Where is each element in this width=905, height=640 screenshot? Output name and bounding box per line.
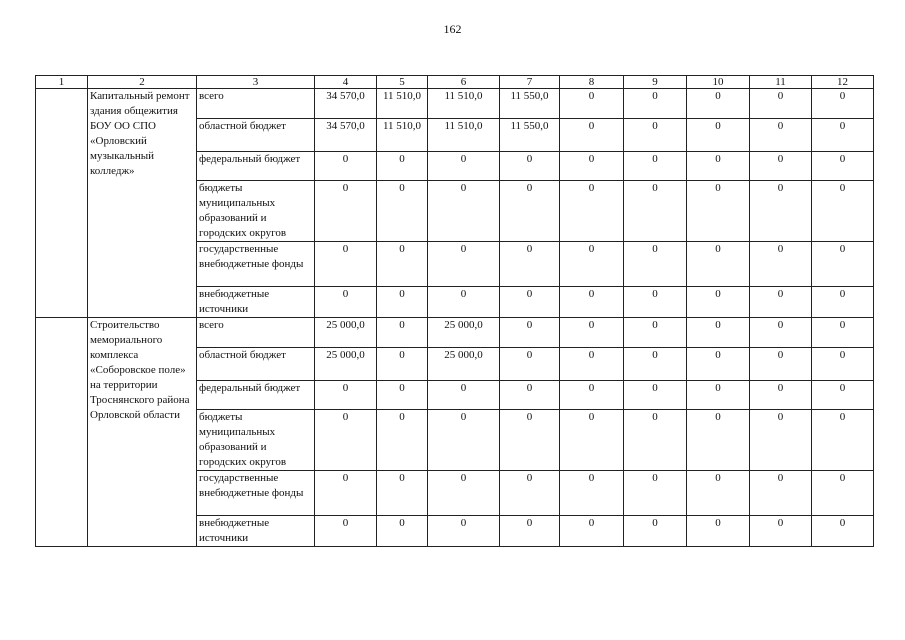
value-cell: 0 <box>500 516 560 547</box>
value-cell: 0 <box>812 89 874 119</box>
value-cell: 0 <box>315 410 377 471</box>
value-cell: 0 <box>315 181 377 242</box>
value-cell: 0 <box>377 471 428 516</box>
column-header: 9 <box>624 76 687 89</box>
value-cell: 0 <box>750 516 812 547</box>
value-cell: 0 <box>428 181 500 242</box>
value-cell: 0 <box>812 242 874 287</box>
value-cell: 0 <box>812 348 874 381</box>
value-cell: 0 <box>624 381 687 410</box>
value-cell: 0 <box>315 152 377 181</box>
value-cell: 0 <box>500 152 560 181</box>
funding-source-cell: государственные внебюджетные фонды <box>197 471 315 516</box>
column-header: 8 <box>560 76 624 89</box>
value-cell: 0 <box>377 381 428 410</box>
value-cell: 0 <box>687 89 750 119</box>
value-cell: 0 <box>315 242 377 287</box>
value-cell: 0 <box>624 410 687 471</box>
value-cell: 0 <box>560 318 624 348</box>
value-cell: 0 <box>624 152 687 181</box>
column-header: 5 <box>377 76 428 89</box>
value-cell: 0 <box>315 471 377 516</box>
value-cell: 0 <box>750 89 812 119</box>
column-header: 1 <box>36 76 88 89</box>
value-cell: 0 <box>377 318 428 348</box>
value-cell: 0 <box>560 242 624 287</box>
item-number-cell <box>36 318 88 547</box>
value-cell: 0 <box>624 119 687 152</box>
value-cell: 0 <box>624 287 687 318</box>
column-header: 10 <box>687 76 750 89</box>
table-row <box>36 89 874 119</box>
value-cell: 0 <box>750 471 812 516</box>
value-cell: 0 <box>560 381 624 410</box>
value-cell: 0 <box>377 152 428 181</box>
value-cell: 0 <box>687 348 750 381</box>
value-cell: 0 <box>428 516 500 547</box>
value-cell: 0 <box>500 242 560 287</box>
value-cell: 0 <box>428 471 500 516</box>
value-cell: 0 <box>624 89 687 119</box>
value-cell: 0 <box>377 410 428 471</box>
value-cell: 0 <box>812 287 874 318</box>
header-row <box>36 76 874 89</box>
value-cell: 0 <box>624 181 687 242</box>
table-header <box>36 76 874 89</box>
value-cell: 0 <box>812 471 874 516</box>
project-name-cell: Строительство мемориального комплекса «Соборовское поле» на территории Троснянского района Орловской области <box>88 318 197 547</box>
value-cell: 0 <box>315 381 377 410</box>
value-cell: 0 <box>560 152 624 181</box>
value-cell: 0 <box>750 348 812 381</box>
value-cell: 0 <box>624 516 687 547</box>
value-cell: 0 <box>812 410 874 471</box>
column-header: 12 <box>812 76 874 89</box>
value-cell: 0 <box>560 89 624 119</box>
value-cell: 0 <box>428 410 500 471</box>
value-cell: 25 000,0 <box>315 318 377 348</box>
value-cell: 0 <box>750 242 812 287</box>
value-cell: 0 <box>500 410 560 471</box>
funding-source-cell: бюджеты муниципальных образований и городских округов <box>197 181 315 242</box>
table-body <box>36 89 874 547</box>
value-cell: 0 <box>560 471 624 516</box>
value-cell: 11 510,0 <box>428 119 500 152</box>
value-cell: 0 <box>377 287 428 318</box>
value-cell: 0 <box>315 516 377 547</box>
column-header: 2 <box>88 76 197 89</box>
value-cell: 0 <box>624 348 687 381</box>
value-cell: 0 <box>377 348 428 381</box>
value-cell: 0 <box>500 381 560 410</box>
value-cell: 0 <box>624 242 687 287</box>
value-cell: 11 510,0 <box>377 89 428 119</box>
value-cell: 0 <box>500 181 560 242</box>
value-cell: 0 <box>687 119 750 152</box>
column-header: 11 <box>750 76 812 89</box>
value-cell: 0 <box>428 381 500 410</box>
value-cell: 0 <box>428 287 500 318</box>
value-cell: 0 <box>812 181 874 242</box>
funding-source-cell: бюджеты муниципальных образований и городских округов <box>197 410 315 471</box>
page-number: 162 <box>443 22 462 36</box>
value-cell: 0 <box>624 471 687 516</box>
funding-source-cell: федеральный бюджет <box>197 152 315 181</box>
funding-source-cell: областной бюджет <box>197 348 315 381</box>
column-header: 4 <box>315 76 377 89</box>
funding-source-cell: внебюджетные источники <box>197 516 315 547</box>
column-header: 6 <box>428 76 500 89</box>
value-cell: 0 <box>687 318 750 348</box>
value-cell: 0 <box>750 287 812 318</box>
value-cell: 11 510,0 <box>377 119 428 152</box>
value-cell: 0 <box>750 152 812 181</box>
column-header: 7 <box>500 76 560 89</box>
value-cell: 0 <box>812 318 874 348</box>
value-cell: 25 000,0 <box>428 318 500 348</box>
value-cell: 0 <box>428 242 500 287</box>
value-cell: 0 <box>377 242 428 287</box>
value-cell: 0 <box>377 181 428 242</box>
funding-source-cell: областной бюджет <box>197 119 315 152</box>
funding-source-cell: всего <box>197 89 315 119</box>
value-cell: 0 <box>500 471 560 516</box>
value-cell: 0 <box>624 318 687 348</box>
value-cell: 0 <box>315 287 377 318</box>
value-cell: 0 <box>500 287 560 318</box>
funding-source-cell: внебюджетные источники <box>197 287 315 318</box>
value-cell: 0 <box>812 119 874 152</box>
value-cell: 0 <box>500 318 560 348</box>
value-cell: 34 570,0 <box>315 89 377 119</box>
value-cell: 25 000,0 <box>315 348 377 381</box>
value-cell: 0 <box>500 348 560 381</box>
value-cell: 0 <box>377 516 428 547</box>
value-cell: 0 <box>812 516 874 547</box>
budget-table <box>35 75 874 547</box>
value-cell: 0 <box>750 381 812 410</box>
table-row <box>36 318 874 348</box>
value-cell: 0 <box>687 516 750 547</box>
value-cell: 0 <box>560 410 624 471</box>
value-cell: 0 <box>750 410 812 471</box>
value-cell: 0 <box>687 287 750 318</box>
value-cell: 0 <box>687 242 750 287</box>
funding-source-cell: всего <box>197 318 315 348</box>
value-cell: 0 <box>687 471 750 516</box>
item-number-cell <box>36 89 88 318</box>
funding-source-cell: федеральный бюджет <box>197 381 315 410</box>
value-cell: 11 550,0 <box>500 119 560 152</box>
value-cell: 0 <box>560 287 624 318</box>
funding-source-cell: государственные внебюджетные фонды <box>197 242 315 287</box>
value-cell: 0 <box>750 119 812 152</box>
value-cell: 11 550,0 <box>500 89 560 119</box>
value-cell: 0 <box>428 152 500 181</box>
value-cell: 0 <box>750 318 812 348</box>
value-cell: 34 570,0 <box>315 119 377 152</box>
value-cell: 0 <box>560 119 624 152</box>
value-cell: 0 <box>560 348 624 381</box>
value-cell: 0 <box>812 152 874 181</box>
value-cell: 0 <box>750 181 812 242</box>
value-cell: 0 <box>687 410 750 471</box>
value-cell: 0 <box>687 152 750 181</box>
column-header: 3 <box>197 76 315 89</box>
value-cell: 0 <box>560 516 624 547</box>
value-cell: 25 000,0 <box>428 348 500 381</box>
value-cell: 11 510,0 <box>428 89 500 119</box>
project-name-cell: Капитальный ремонт здания общежития БОУ ОО СПО «Орловский музыкальный колледж» <box>88 89 197 318</box>
value-cell: 0 <box>560 181 624 242</box>
value-cell: 0 <box>812 381 874 410</box>
value-cell: 0 <box>687 381 750 410</box>
value-cell: 0 <box>687 181 750 242</box>
